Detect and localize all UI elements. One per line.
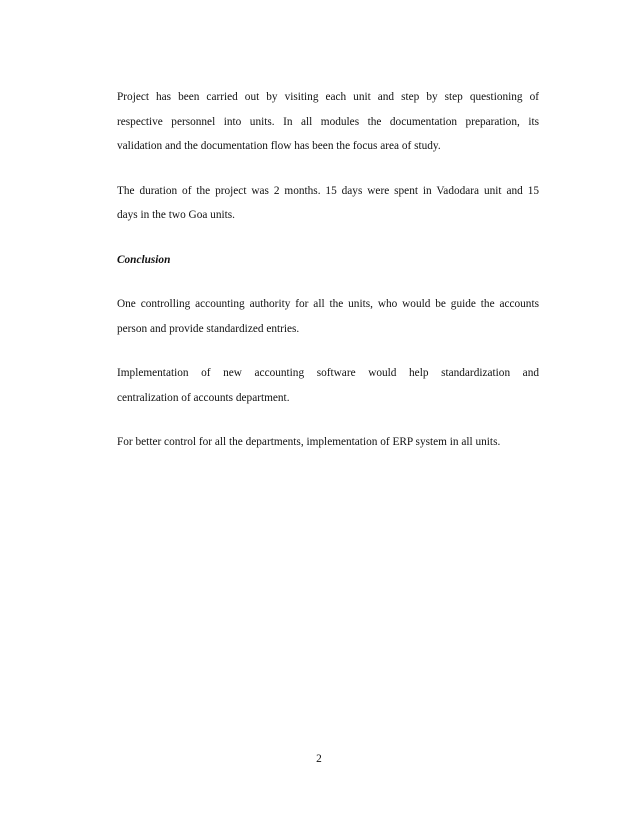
paragraph-line: validation and the documentation flow has been the focus area of study.: [117, 140, 441, 152]
method-paragraph: [117, 85, 539, 159]
paragraph-spacer: [117, 272, 539, 292]
page-content: [117, 85, 539, 455]
paragraph-line: person and provide standardized entries.: [117, 322, 300, 335]
duration-paragraph: [117, 179, 539, 228]
paragraph-spacer: [117, 341, 539, 361]
paragraph-spacer: [117, 410, 539, 430]
paragraph-line: One controlling accounting authority for all the units, who would be guide the accounts: [117, 298, 539, 310]
paragraph-line: Implementation of new accounting software would help standardization and: [117, 367, 539, 379]
conclusion-erp-paragraph: [117, 430, 539, 455]
paragraph-spacer: [117, 228, 539, 248]
paragraph-line: centralization of accounts department.: [117, 391, 290, 404]
paragraph-line: For better control for all the departments, implementation of ERP system in all units.: [117, 436, 501, 448]
conclusion-heading: Conclusion: [117, 253, 171, 266]
paragraph-line: days in the two Goa units.: [117, 209, 235, 221]
conclusion-software-paragraph: [117, 361, 539, 410]
page-number: 2: [316, 753, 322, 765]
paragraph-line: The duration of the project was 2 months. 15 days were spent in Vadodara unit and 15: [117, 184, 539, 197]
paragraph-line: respective personnel into units. In all modules the documentation preparation, its: [117, 115, 539, 128]
paragraph-spacer: [117, 159, 539, 179]
paragraph-line: Project has been carried out by visiting each unit and step by step questioning of: [117, 91, 539, 103]
conclusion-authority-paragraph: [117, 292, 539, 341]
